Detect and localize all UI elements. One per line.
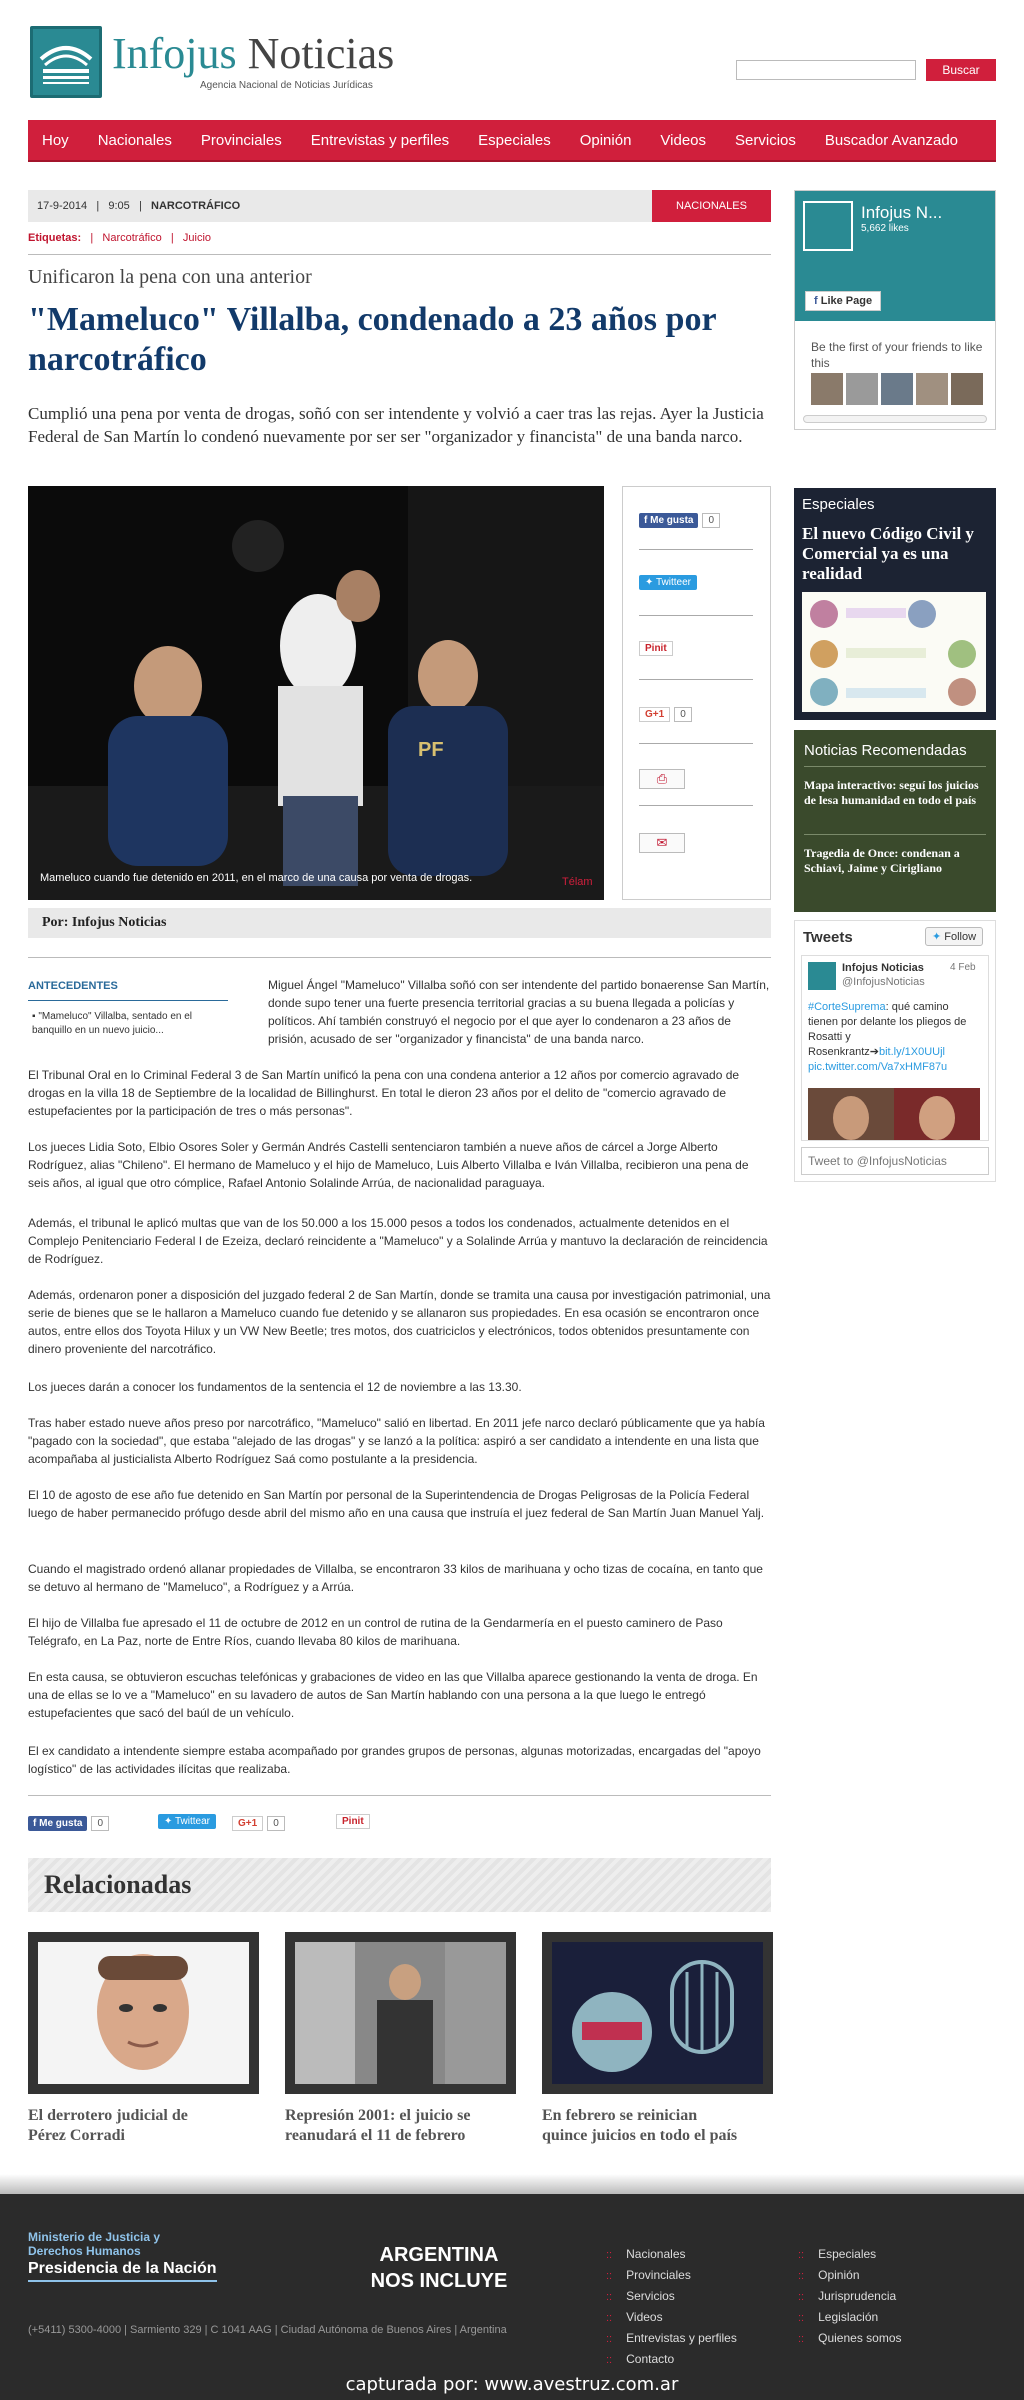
article-tags: Etiquetas: | Narcotráfico | Juicio	[28, 232, 212, 244]
footer-argentina-logo: ARGENTINA NOS INCLUYE	[370, 2244, 508, 2292]
related-card-image[interactable]	[542, 1932, 773, 2094]
tweet-body: : qué camino tienen por delante los pliegos de Rosatti y Rosenkrantz➔	[808, 1001, 967, 1058]
twitter-share[interactable]	[639, 577, 697, 588]
logo-word-noticias: Noticias	[247, 29, 395, 78]
divider	[28, 1795, 771, 1796]
twitter-follow-button[interactable]	[925, 927, 983, 946]
footer-ministerio[interactable]: Ministerio de Justicia y Derechos Humanos	[28, 2230, 161, 2258]
nav-item-videos[interactable]: Videos	[660, 131, 707, 149]
tweet-link[interactable]: pic.twitter.com/Va7xHMF87u	[808, 1061, 948, 1073]
fb-horizontal-scrollbar[interactable]	[803, 415, 987, 423]
author-bar: Por: Infojus Noticias	[28, 908, 771, 938]
tag-link[interactable]: Juicio	[182, 232, 212, 244]
facebook-share[interactable]	[28, 1816, 109, 1831]
facebook-share[interactable]	[639, 513, 720, 528]
nav-item-especiales[interactable]: Especiales	[478, 131, 551, 149]
footer-link[interactable]: :: Legislación	[798, 2307, 902, 2328]
twitter-button[interactable]	[639, 575, 697, 590]
svg-text:PF: PF	[418, 739, 444, 761]
capture-watermark: capturada por: www.avestruz.com.ar	[345, 2374, 679, 2395]
divider	[804, 766, 986, 767]
footer-link[interactable]: :: Quienes somos	[798, 2328, 902, 2349]
search-input[interactable]	[736, 60, 916, 80]
photo-credit: Télam	[562, 876, 593, 888]
avatar[interactable]	[881, 373, 913, 405]
nav-item-entrevistas[interactable]: Entrevistas y perfiles	[310, 131, 450, 149]
search-button[interactable]: Buscar	[926, 59, 996, 81]
related-card-image[interactable]	[285, 1932, 516, 2094]
gplus-button[interactable]: G+1	[639, 707, 670, 722]
footer-link[interactable]: :: Entrevistas y perfiles	[606, 2328, 737, 2349]
footer-address: (+5411) 5300-4000 | Sarmiento 329 | C 1041 AAG | Ciudad Autónoma de Buenos Aires | Argentina	[28, 2324, 507, 2336]
divider	[804, 834, 986, 835]
divider	[639, 805, 753, 806]
article-time: 9:05	[108, 200, 130, 212]
avatar[interactable]	[811, 373, 843, 405]
mail-icon[interactable]: ✉	[639, 833, 685, 853]
fb-like-page-label: Like Page	[820, 295, 873, 307]
fb-friend-avatars	[811, 373, 987, 407]
article-headline: "Mameluco" Villalba, condenado a 23 años por narcotráfico	[28, 301, 716, 378]
avatar[interactable]	[916, 373, 948, 405]
gplus-button[interactable]: G+1	[232, 1816, 263, 1831]
pinterest-share[interactable]	[336, 1816, 370, 1827]
recommended-news-link[interactable]: Tragedia de Once: condenan a Schiavi, Jaime y Cirigliano	[804, 846, 960, 875]
fb-label: Me gusta	[650, 515, 694, 526]
related-title[interactable]: En febrero se reinician quince juicios en todo el país	[542, 2107, 738, 2144]
fb-count: 0	[702, 513, 720, 528]
article-paragraph: Cuando el magistrado ordenó allanar propiedades de Villalba, se encontraron 33 kilos de marihuana y ocho tizas de cocaína, en tanto que se detuvo al hermano de "Mameluco", a Rodríguez y a Arrúa.	[28, 1562, 763, 1594]
article-paragraph: Los jueces Lidia Soto, Elbio Osores Soler y Germán Andrés Castelli sentenciaron también a nueve años de cárcel a Jorge Alberto Rodríguez, alias "Chileno". El hermano de Mameluco y el hijo de Mameluco, Luis Alberto Villalba e Iván Villalba, recibieron una pena de seis años, al igual que otro cómplice, Rafael Antonio Solalinde Arrúa, de nacionalidad paraguaya.	[28, 1140, 749, 1190]
mail-share[interactable]	[639, 833, 685, 853]
pinterest-button[interactable]: Pinit	[639, 641, 673, 656]
footer-links-col1	[606, 2244, 737, 2370]
gplus-share[interactable]	[639, 707, 692, 722]
especiales-box[interactable]	[794, 488, 996, 720]
tweets-title: Tweets	[803, 929, 853, 946]
article-paragraph: Los jueces darán a conocer los fundamentos de la sentencia el 12 de noviembre a las 13.30.	[28, 1380, 522, 1394]
noticias-title: Noticias Recomendadas	[804, 742, 967, 759]
avatar[interactable]	[808, 962, 836, 990]
share-sidebar	[622, 486, 771, 900]
bottom-share-bar	[28, 1816, 528, 1836]
related-header: Relacionadas	[28, 1858, 771, 1912]
antecedentes-title: ANTECEDENTES	[28, 980, 228, 1001]
section-badge[interactable]: NACIONALES	[652, 190, 771, 222]
tweet-to-input[interactable]: Tweet to @InfojusNoticias	[801, 1147, 989, 1175]
avatar[interactable]	[846, 373, 878, 405]
divider	[28, 957, 771, 958]
gplus-share[interactable]	[232, 1816, 285, 1831]
tweet-link[interactable]: bit.ly/1X0UUjl	[878, 1046, 945, 1058]
twitter-icon: ✦	[932, 931, 942, 943]
footer-link[interactable]: :: Provinciales	[606, 2265, 737, 2286]
site-subtitle: Agencia Nacional de Noticias Jurídicas	[200, 80, 373, 91]
article-kicker: Unificaron la pena con una anterior	[28, 266, 312, 288]
twitter-icon: ✦	[164, 1816, 173, 1827]
related-title[interactable]: El derrotero judicial de Pérez Corradi	[28, 2107, 188, 2144]
article-paragraph: Además, el tribunal le aplicó multas que van de los 50.000 a los 15.000 pesos a todos los condenados, actualmente detenidos en el Complejo Penitenciario Federal I de Ezeiza, declaró reincidente a "Mameluco" y a Solalinde Arrúa y mantuvo la declaración de reincidencia de Rodríguez.	[28, 1216, 768, 1266]
nav-item-nacionales[interactable]: Nacionales	[97, 131, 172, 149]
recommended-news-link[interactable]: Mapa interactivo: seguí los juicios de lesa humanidad en todo el país	[804, 778, 979, 807]
fb-page-name[interactable]: Infojus N...	[861, 203, 943, 222]
tweet-timeline[interactable]	[801, 955, 989, 1141]
nav-item-provinciales[interactable]: Provinciales	[200, 131, 282, 149]
site-title[interactable]	[112, 30, 394, 78]
article-date: 17-9-2014	[37, 200, 88, 212]
facebook-cover[interactable]	[795, 191, 995, 321]
facebook-icon: f	[33, 1818, 37, 1829]
main-nav	[28, 120, 996, 162]
especiales-image[interactable]	[802, 592, 986, 712]
twitter-icon: ✦	[645, 577, 654, 588]
tw-label: Twitteer	[656, 577, 692, 588]
tweet-author-name[interactable]: Infojus Noticias	[842, 962, 924, 974]
tweet-hashtag[interactable]: #CorteSuprema	[808, 1001, 886, 1013]
footer-link[interactable]: :: Opinión	[798, 2265, 902, 2286]
especiales-headline[interactable]: El nuevo Código Civil y Comercial ya es una realidad	[802, 524, 974, 583]
infojus-logo-icon	[803, 201, 853, 251]
tags-label: Etiquetas:	[28, 232, 82, 244]
nav-item-hoy[interactable]: Hoy	[42, 131, 69, 149]
fb-count: 0	[91, 1816, 109, 1831]
tweet-author-handle[interactable]: @InfojusNoticias	[842, 976, 925, 988]
footer-link[interactable]: :: Nacionales	[606, 2244, 737, 2265]
footer-links-col2	[798, 2244, 902, 2349]
tag-link[interactable]: Narcotráfico	[102, 232, 162, 244]
article-paragraph: En esta causa, se obtuvieron escuchas telefónicas y grabaciones de video en las que Villalba aparece gestionando la venta de droga. En una de ellas se lo ve a "Mameluco" en su lavadero de autos de San Martín hablando con una persona a la que luego le entregó estupefacientes que sacó del baúl de un vehículo.	[28, 1670, 758, 1720]
logo-word-infojus: Infojus	[112, 29, 237, 78]
twitter-share[interactable]	[158, 1816, 216, 1827]
site-header	[28, 24, 996, 104]
article-paragraph: Tras haber estado nueve años preso por narcotráfico, "Mameluco" salió en libertad. En 2011 jefe narco declaró públicamente que ya había "pagado con la sociedad", que estaba "alejado de las drogas" y se lanzó a la política: aspiró a ser candidato a intendente en una lista que acompañaba al justicialista Alberto Rodríguez Saá como postulante a la presidencia.	[28, 1416, 765, 1466]
article-paragraph: El hijo de Villalba fue apresado el 11 de octubre de 2012 en un control de rutina de la Gendarmería en el puesto caminero de Paso Telégrafo, en La Paz, norte de Entre Ríos, cuando llevaba 80 kilos de marihuana.	[28, 1616, 723, 1648]
facebook-icon: f	[644, 515, 648, 526]
tweet-date[interactable]: 4 Feb	[950, 962, 976, 973]
meta-separator: |	[132, 200, 148, 212]
article-photo[interactable]	[28, 486, 604, 900]
fb-like-page-button[interactable]	[805, 291, 881, 311]
print-icon[interactable]: ⎙	[639, 769, 685, 789]
pinterest-share[interactable]	[639, 643, 673, 654]
gplus-count: 0	[674, 707, 692, 722]
photo-caption: Mameluco cuando fue detenido en 2011, en el marco de una causa por venta de drogas.	[40, 872, 473, 884]
facebook-icon: f	[814, 295, 818, 307]
tw-label: Twittear	[175, 1816, 211, 1827]
footer-presidencia[interactable]: Presidencia de la Nación	[28, 2260, 217, 2282]
pinterest-button[interactable]: Pinit	[336, 1814, 370, 1829]
divider	[28, 254, 771, 255]
meta-separator: |	[90, 200, 106, 212]
fb-label: Me gusta	[39, 1818, 83, 1829]
article-paragraph: El ex candidato a intendente siempre estaba acompañado por grandes grupos de personas, algunas motorizadas, encargadas del "apoyo logístico" de las actividades ilícitas que realizaba.	[28, 1744, 761, 1776]
article-lead: Cumplió una pena por venta de drogas, soñó con ser intendente y volvió a caer tras las rejas. Ayer la Justicia Federal de San Martín lo condenó nuevamente por ser ser "organizador y financista" de una banda narco.	[28, 404, 764, 446]
twitter-button[interactable]	[158, 1814, 216, 1829]
facebook-like-button[interactable]	[28, 1816, 87, 1831]
avatar[interactable]	[951, 373, 983, 405]
article-paragraph: Miguel Ángel "Mameluco" Villalba soñó con ser intendente del partido bonaerense San Martín, donde supo tener una fuerte presencia territorial gracias a su buena llegada a policías y políticos. Ahí también construyó el negocio por el que ayer lo condenaron a 23 años de prisión, acusado de ser "organizador y financista" de una banda narco.	[268, 978, 770, 1046]
fb-friends-text: Be the first of your friends to like this	[811, 340, 983, 370]
twitter-widget	[794, 920, 996, 1182]
footer-shadow	[0, 2174, 1024, 2194]
divider	[639, 615, 753, 616]
noticias-recomendadas-box	[794, 730, 996, 912]
fb-page-likes: 5,662 likes	[861, 223, 909, 234]
nav-item-buscador[interactable]: Buscador Avanzado	[824, 131, 959, 149]
antecedentes-text: "Mameluco" Villalba, sentado en el banquillo en un nuevo juicio...	[32, 1011, 192, 1036]
site-logo-icon[interactable]	[30, 26, 102, 98]
divider	[639, 743, 753, 744]
facebook-page-widget	[794, 190, 996, 430]
nav-item-servicios[interactable]: Servicios	[735, 131, 796, 149]
site-footer	[0, 2194, 1024, 2400]
especiales-title: Especiales	[802, 496, 875, 513]
gplus-count: 0	[267, 1816, 285, 1831]
footer-link[interactable]: :: Jurisprudencia	[798, 2286, 902, 2307]
footer-link[interactable]: :: Contacto	[606, 2349, 737, 2370]
footer-link[interactable]: :: Servicios	[606, 2286, 737, 2307]
related-title[interactable]: Represión 2001: el juicio se reanudará el 11 de febrero	[285, 2107, 471, 2144]
footer-link[interactable]: :: Videos	[606, 2307, 737, 2328]
tweet-media[interactable]	[808, 1088, 980, 1141]
divider	[639, 549, 753, 550]
print-share[interactable]	[639, 769, 685, 789]
nav-item-opinion[interactable]: Opinión	[579, 131, 632, 149]
related-card-image[interactable]	[28, 1932, 259, 2094]
facebook-like-button[interactable]	[639, 513, 698, 528]
divider	[639, 679, 753, 680]
article-paragraph: El 10 de agosto de ese año fue detenido en San Martín por personal de la Superintendencia de Drogas Peligrosas de la Policía Federal luego de haber permanecido prófugo desde abril del mismo año en una causa que instruía el juez federal de San Martín Juan Manuel Yalj.	[28, 1488, 765, 1520]
article-category[interactable]: NARCOTRÁFICO	[151, 200, 241, 212]
follow-label: Follow	[944, 931, 977, 943]
antecedentes-link[interactable]: ▪ "Mameluco" Villalba, sentado en el banquillo en un nuevo juicio...	[32, 1011, 192, 1036]
tweet-text	[808, 1000, 978, 1075]
article-paragraph: Además, ordenaron poner a disposición del juzgado federal 2 de San Martín, donde se tramita una causa por investigación patrimonial, una serie de bienes que se le hallaron a Mameluco cuando fue detenido y se allanaron sus propiedades. En esa ocasión se encontraron once autos, entre ellos dos Toyota Hilux y un VW New Beetle; tres motos, dos cuatriciclos y electrónicos, todos obtenidos presuntamente con dinero proveniente del narcotráfico.	[28, 1288, 771, 1356]
footer-link[interactable]: :: Especiales	[798, 2244, 902, 2265]
article-paragraph: El Tribunal Oral en lo Criminal Federal 3 de San Martín unificó la pena con una condena anterior a 12 años por comercio agravado de drogas en la villa 18 de Septiembre de la localidad de Billinghurst. En total le dieron 23 años por el delito de "comercio agravado de estupefacientes por la participación de tres o más personas".	[28, 1068, 740, 1118]
